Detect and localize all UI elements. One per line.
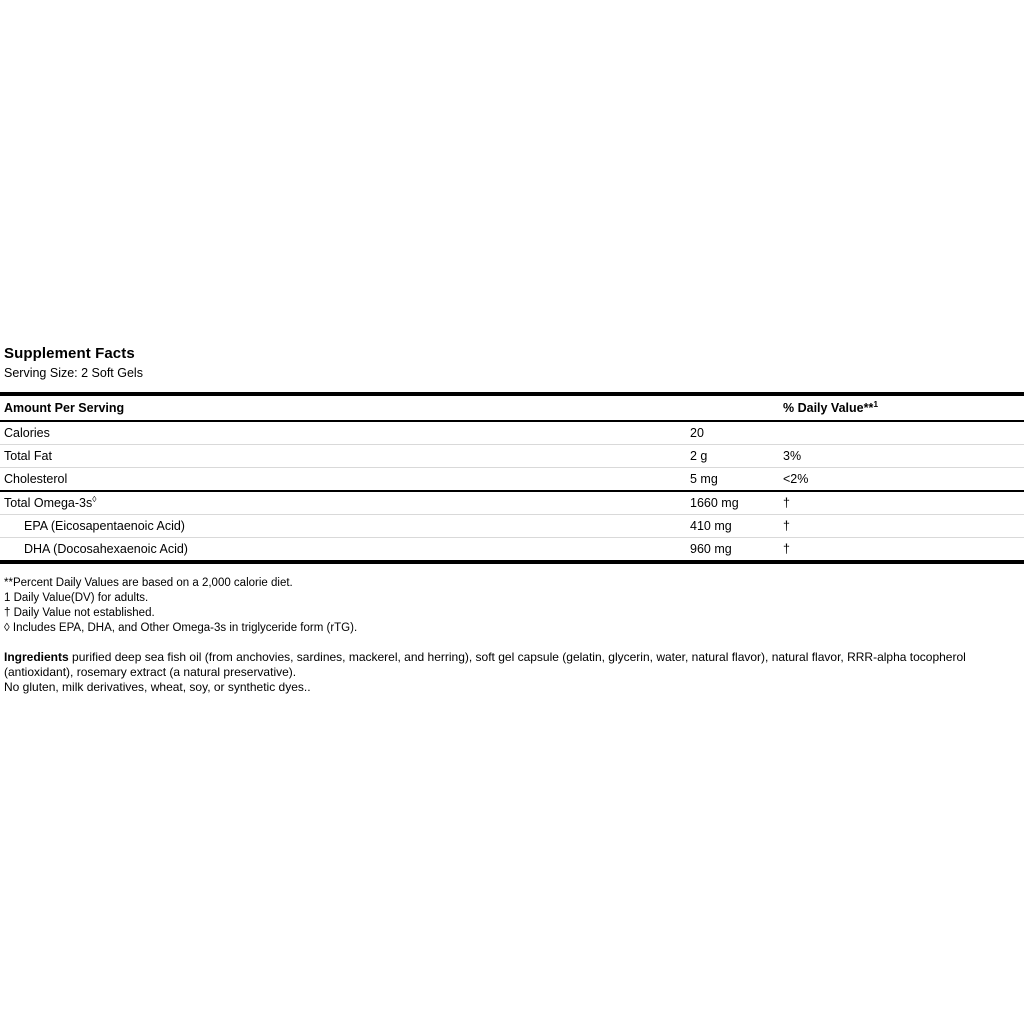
nutrient-name <box>0 515 690 538</box>
column-header-spacer <box>690 394 783 421</box>
nutrient-daily-value: † <box>783 542 790 556</box>
footnote-marker: ** <box>4 577 13 589</box>
nutrient-amount: 960 mg <box>690 542 732 556</box>
footnotes <box>0 576 1024 636</box>
footnote-item <box>4 621 1024 636</box>
percent-daily-value-asterisks: ** <box>863 401 874 415</box>
table-row <box>0 515 1024 538</box>
footnote-text: Daily Value not established. <box>10 607 155 619</box>
serving-size: Serving Size: 2 Soft Gels <box>4 366 143 380</box>
nutrient-name <box>0 421 690 445</box>
nutrient-name-text: Cholesterol <box>4 472 68 486</box>
percent-daily-value-superscript: 1 <box>873 398 879 409</box>
nutrient-name <box>0 445 690 468</box>
footnote-marker: 1 <box>4 592 11 604</box>
allergen-statement: No gluten, milk derivatives, wheat, soy, or synthetic dyes.. <box>4 680 311 694</box>
supplement-facts-table <box>0 392 1024 564</box>
nutrient-name-text: Calories <box>4 426 50 440</box>
nutrient-amount: 410 mg <box>690 519 732 533</box>
table-row <box>0 421 1024 445</box>
nutrient-name-text: Total Omega-3s <box>4 496 93 510</box>
nutrient-daily-value: <2% <box>783 472 809 486</box>
column-header-amount-per-serving: Amount Per Serving <box>4 401 125 415</box>
footnote-item <box>4 591 1024 606</box>
footnote-text: Percent Daily Values are based on a 2,000 calorie diet. <box>12 577 293 589</box>
footnote-marker: † <box>4 607 11 619</box>
nutrient-amount: 1660 mg <box>690 496 739 510</box>
ingredients-section <box>0 650 1024 695</box>
nutrient-amount: 2 g <box>690 449 708 463</box>
column-header-percent-daily-value <box>783 394 1024 421</box>
nutrient-name <box>0 468 690 492</box>
ingredients-body: purified deep sea fish oil (from anchovies, sardines, mackerel, and herring), soft gel capsule (gelatin, glycerin, water, natural flavor), natural flavor, RRR-alpha tocopherol (antioxidant), rosemary extract (a natural preservative). <box>4 650 966 679</box>
nutrient-daily-value: † <box>783 496 790 510</box>
footnote-item <box>4 606 1024 621</box>
footnote-text: Daily Value(DV) for adults. <box>10 592 149 604</box>
page-title: Supplement Facts <box>4 345 135 362</box>
nutrient-name <box>0 538 690 563</box>
percent-daily-value-text: % Daily Value <box>783 401 864 415</box>
footnote-marker: ◊ <box>4 622 10 634</box>
nutrient-daily-value <box>783 421 1024 445</box>
table-row <box>0 445 1024 468</box>
table-row <box>0 538 1024 563</box>
table-row <box>0 468 1024 492</box>
nutrient-name <box>0 491 690 515</box>
table-header-row <box>0 394 1024 421</box>
nutrient-amount: 5 mg <box>690 472 718 486</box>
nutrient-name-text: Total Fat <box>4 449 52 463</box>
nutrient-name-text: DHA (Docosahexaenoic Acid) <box>24 542 188 556</box>
nutrient-name-superscript: ◊ <box>92 493 97 504</box>
table-row <box>0 491 1024 515</box>
footnote-item <box>4 576 1024 591</box>
footnote-text: Includes EPA, DHA, and Other Omega-3s in triglyceride form (rTG). <box>9 622 358 634</box>
nutrient-amount: 20 <box>690 426 704 440</box>
supplement-facts-panel <box>0 344 1024 695</box>
nutrient-daily-value: † <box>783 519 790 533</box>
nutrient-daily-value: 3% <box>783 449 802 463</box>
ingredients-label: Ingredients <box>4 650 69 664</box>
nutrient-name-text: EPA (Eicosapentaenoic Acid) <box>24 519 185 533</box>
